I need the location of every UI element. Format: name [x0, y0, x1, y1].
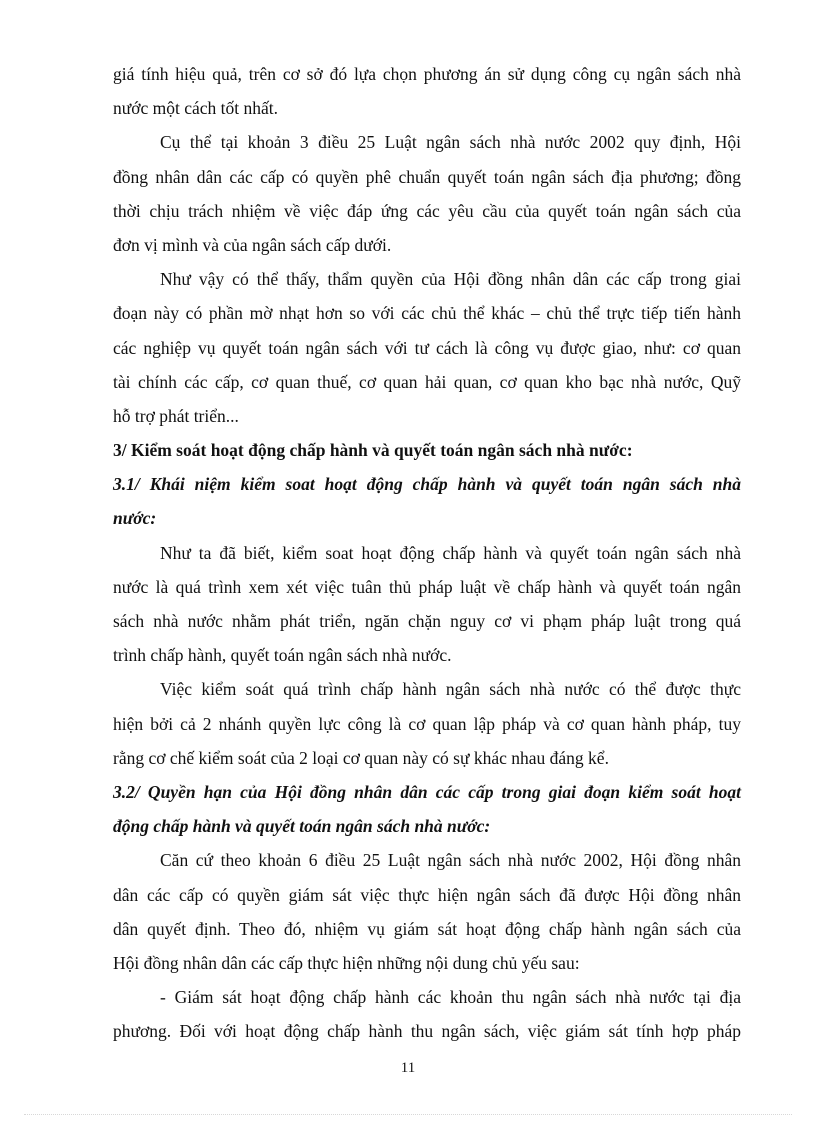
- subsection-heading-line: nước:: [113, 508, 157, 529]
- paragraph-first-line: - Giám sát hoạt động chấp hành các khoản thu ngân sách nhà nước tại địa: [160, 987, 741, 1008]
- page-number: 11: [400, 1060, 416, 1076]
- paragraph-first-line: Như vậy có thể thấy, thẩm quyền của Hội đồng nhân dân các cấp trong giai: [160, 269, 741, 290]
- paragraph-line: trình chấp hành, quyết toán ngân sách nhà nước.: [113, 645, 452, 666]
- paragraph-line: rằng cơ chế kiểm soát của 2 loại cơ quan này có sự khác nhau đáng kể.: [113, 747, 609, 768]
- paragraph-line: phương. Đối với hoạt động chấp hành thu ngân sách, việc giám sát tính hợp pháp: [113, 1021, 741, 1042]
- paragraph-first-line: Như ta đã biết, kiểm soat hoạt động chấp hành và quyết toán ngân sách nhà: [160, 542, 741, 563]
- subsection-heading-line: động chấp hành và quyết toán ngân sách nhà nước:: [113, 816, 491, 837]
- paragraph-line: Hội đồng nhân dân các cấp thực hiện những nội dung chủ yếu sau:: [113, 952, 580, 973]
- subsection-heading-line: 3.2/ Quyền hạn của Hội đồng nhân dân các cấp trong giai đoạn kiểm soát hoạt: [113, 781, 741, 802]
- paragraph-line: dân các cấp có quyền giám sát việc thực hiện ngân sách đã được Hội đồng nhân: [113, 884, 741, 905]
- document-page: [113, 57, 741, 1048]
- paragraph-line: sách nhà nước nhằm phát triển, ngăn chặn nguy cơ vi phạm pháp luật trong quá: [113, 611, 741, 631]
- paragraph-first-line: Căn cứ theo khoản 6 điều 25 Luật ngân sách nhà nước 2002, Hội đồng nhân: [160, 850, 741, 871]
- paragraph-line: hiện bởi cả 2 nhánh quyền lực công là cơ quan lập pháp và cơ quan hành pháp, tuy: [113, 713, 741, 734]
- paragraph-line: đơn vị mình và của ngân sách cấp dưới.: [113, 234, 392, 255]
- subsection-heading-line: 3.1/ Khái niệm kiểm soat hoạt động chấp hành và quyết toán ngân sách nhà: [113, 474, 741, 495]
- paragraph-line: hỗ trợ phát triển...: [113, 405, 239, 426]
- paragraph-line: giá tính hiệu quả, trên cơ sở đó lựa chọn phương án sử dụng công cụ ngân sách nhà: [113, 64, 741, 84]
- paragraph-line: đoạn này có phần mờ nhạt hơn so với các chủ thể khác – chủ thể trực tiếp tiến hành: [113, 303, 741, 324]
- paragraph-line: đồng nhân dân các cấp có quyền phê chuẩn quyết toán ngân sách địa phương; đồng: [113, 166, 741, 187]
- paragraph-line: tài chính các cấp, cơ quan thuế, cơ quan hải quan, cơ quan kho bạc nhà nước, Quỹ: [113, 371, 741, 392]
- page-bottom-divider: [24, 1114, 792, 1115]
- section-heading: 3/ Kiểm soát hoạt động chấp hành và quyết toán ngân sách nhà nước:: [113, 440, 633, 461]
- paragraph-line: nước một cách tốt nhất.: [113, 98, 279, 119]
- paragraph-line: thời chịu trách nhiệm về việc đáp ứng các yêu cầu của quyết toán ngân sách của: [113, 200, 741, 221]
- paragraph-line: dân quyết định. Theo đó, nhiệm vụ giám sát hoạt động chấp hành ngân sách của: [113, 918, 741, 939]
- paragraph-first-line: Việc kiểm soát quá trình chấp hành ngân sách nhà nước có thể được thực: [160, 679, 741, 700]
- paragraph-first-line: Cụ thể tại khoản 3 điều 25 Luật ngân sách nhà nước 2002 quy định, Hội: [160, 132, 741, 153]
- paragraph-line: nước là quá trình xem xét việc tuân thủ pháp luật về chấp hành và quyết toán ngân: [113, 576, 741, 597]
- paragraph-line: các nghiệp vụ quyết toán ngân sách với tư cách là công vụ được giao, như: cơ quan: [113, 337, 741, 358]
